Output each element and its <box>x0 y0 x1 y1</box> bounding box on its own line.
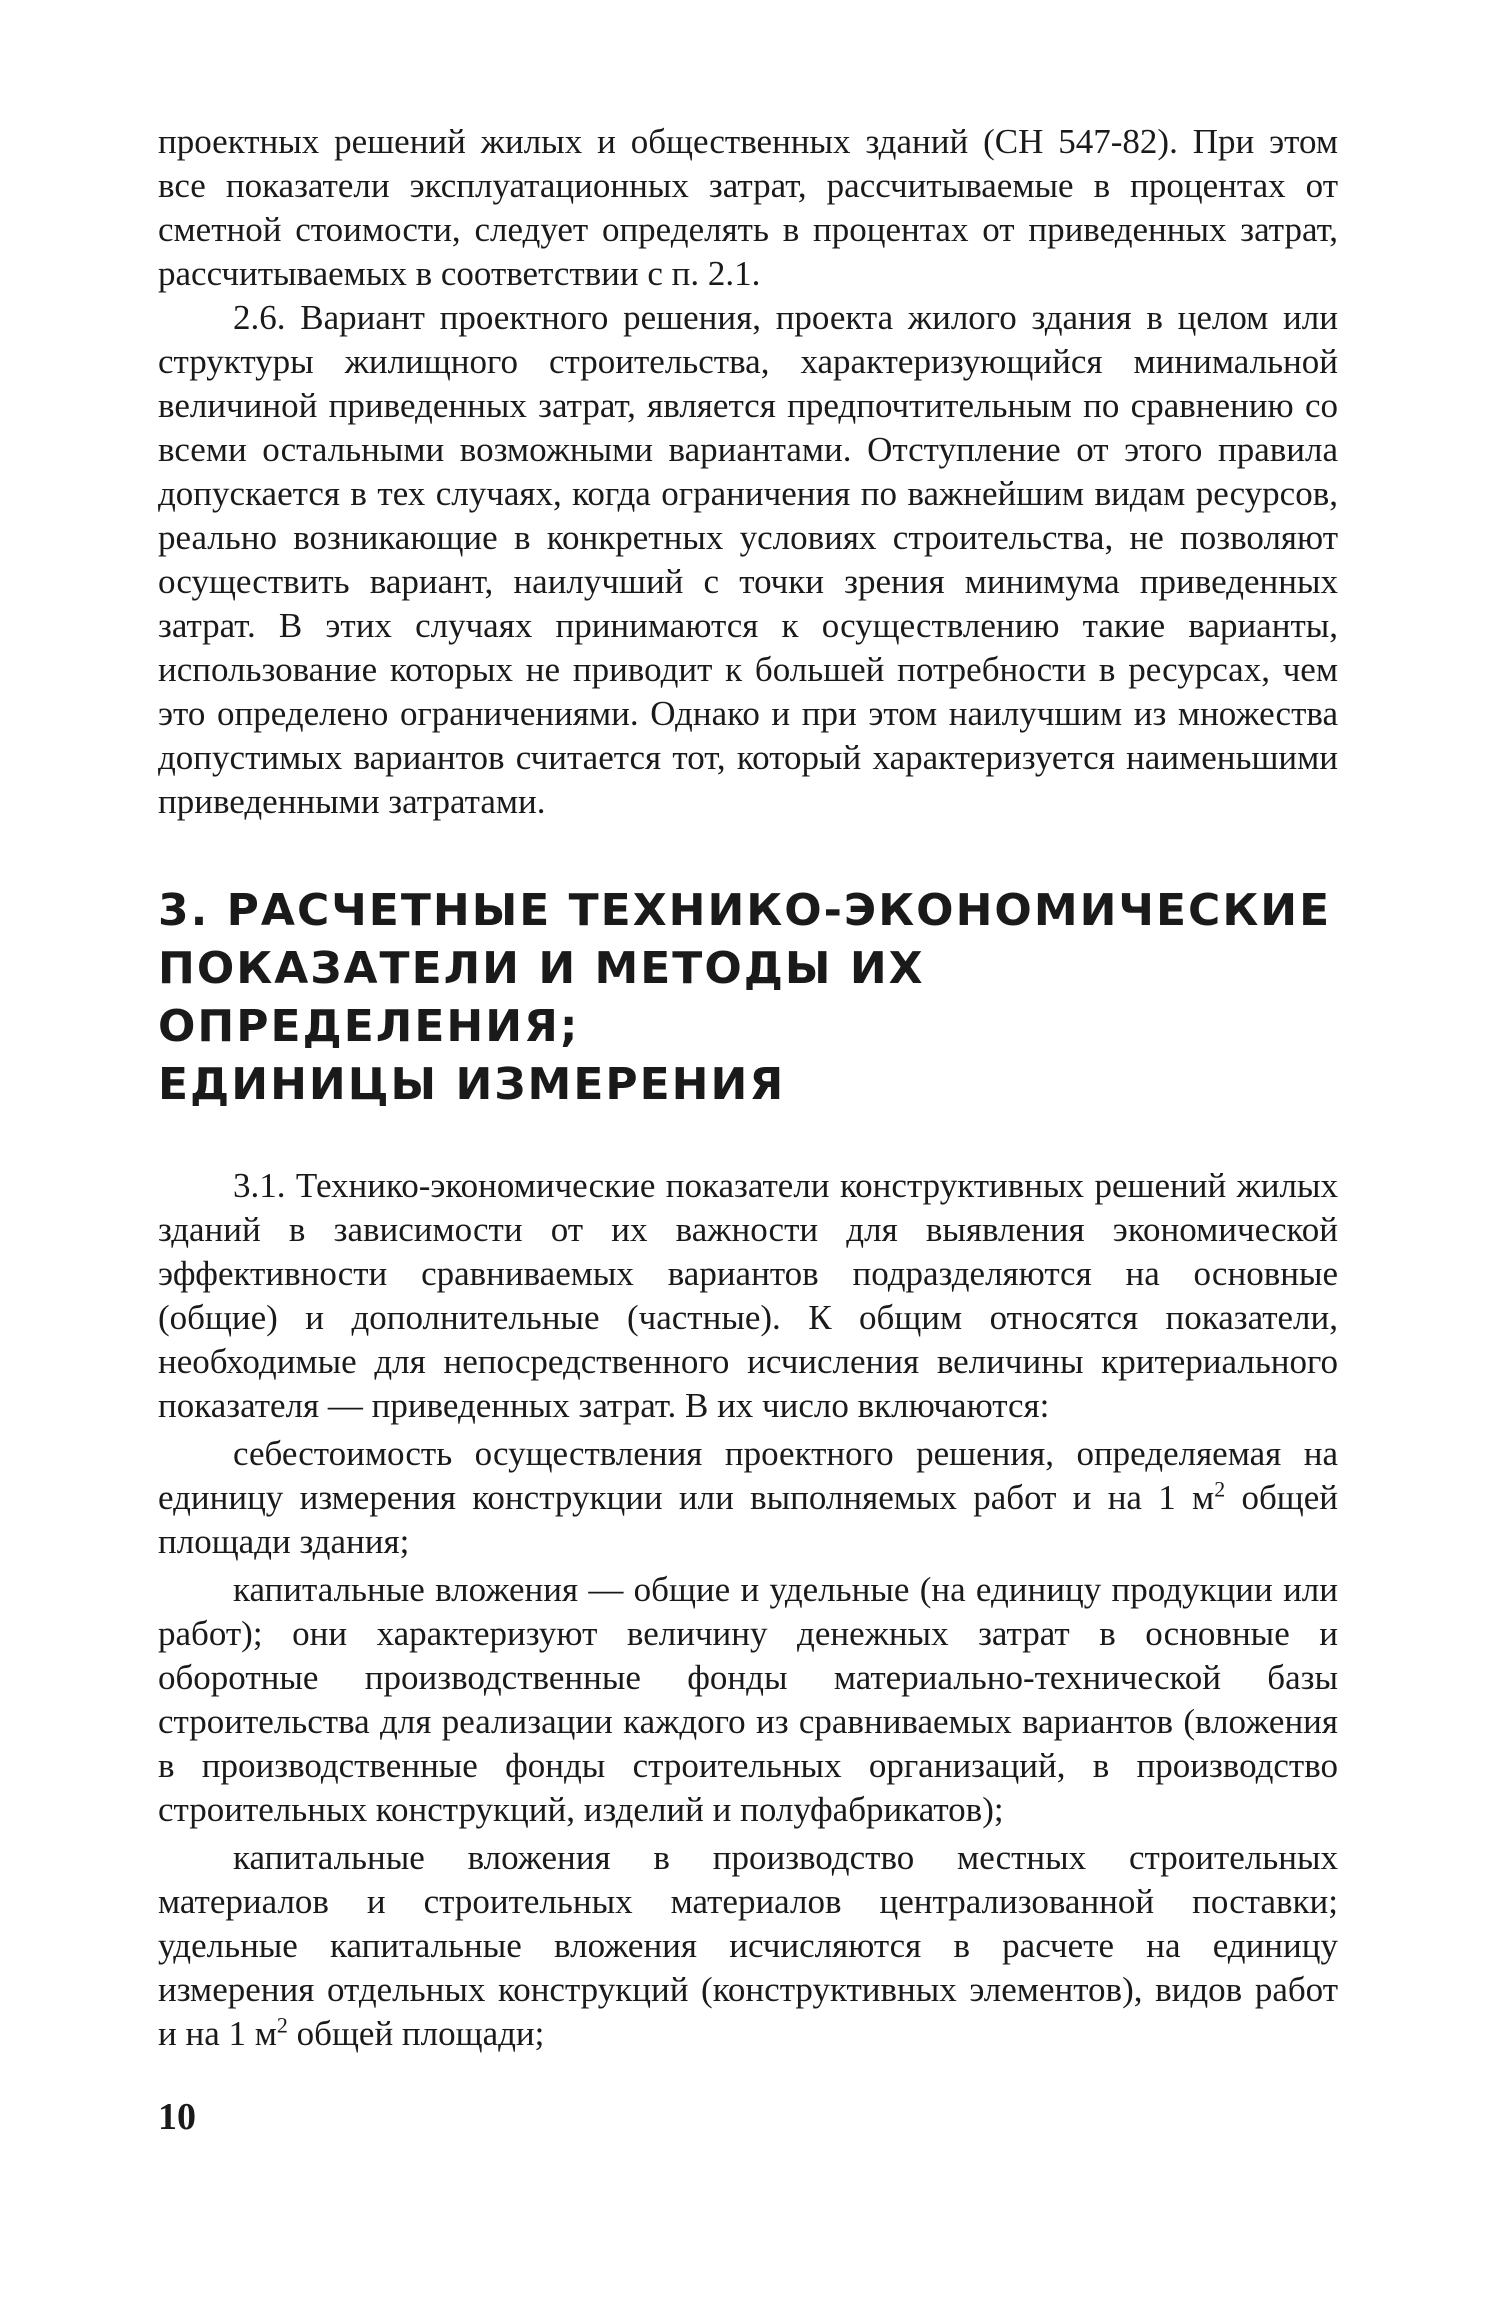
list-item-local-text: капитальные вложения в производство местных строительных материалов и строительных материалов централизованной поставки; удельные капитальные вложения исчисляются в расчете на единицу измерения отдельных конструкций (конструктивных элементов), видов работ и на 1 м <box>158 1838 1338 2053</box>
list-item-local-tail: общей площади; <box>287 2014 545 2053</box>
section-heading-line-3: ЕДИНИЦЫ ИЗМЕРЕНИЯ <box>158 1059 786 1110</box>
section-heading <box>158 882 1338 1114</box>
section-heading-line-2: ПОКАЗАТЕЛИ И МЕТОДЫ ИХ ОПРЕДЕЛЕНИЯ; <box>158 943 925 1052</box>
list-item-cost-text: себестоимость осуществления проектного решения, определяемая на единицу измерения конструкции или выполняемых работ и на 1 м <box>158 1434 1338 1517</box>
list-item-local <box>158 1836 1338 2056</box>
page-number: 10 <box>158 2096 196 2138</box>
list-item-cost <box>158 1432 1338 1564</box>
superscript: 2 <box>276 2012 288 2038</box>
list-item-cost-tail: общей площади здания; <box>158 1478 1338 1561</box>
list-item-capital: капитальные вложения — общие и удельные (на единицу продукции или работ); они характеризуют величину денежных затрат в основные и оборотные производственные фонды материально-технической базы строительства для реализации каждого из сравниваемых вариантов (вложения в производственные фонды строительных организаций, в производство строительных конструкций, изделий и полуфабрикатов); <box>158 1570 1338 1829</box>
paragraph-continuation: проектных решений жилых и общественных зданий (СН 547-82). При этом все показатели эксплуатационных затрат, рассчитываемые в процентах от сметной стоимости, следует определять в процентах от приведенных затрат, рассчитываемых в соответствии с п. 2.1. <box>158 122 1338 293</box>
paragraph-3-1: 3.1. Технико-экономические показатели конструктивных решений жилых зданий в зависимости от их важности для выявления экономической эффективности сравниваемых вариантов подразделяются на основные (общие) и дополнительные (частные). К общим относятся показатели, необходимые для непосредственного исчисления величины критериального показателя — приведенных затрат. В их число включаются: <box>158 1166 1338 1425</box>
section-heading-line-1: 3. РАСЧЕТНЫЕ ТЕХНИКО-ЭКОНОМИЧЕСКИЕ <box>158 885 1332 936</box>
document-page <box>158 120 1338 2056</box>
paragraph-2-6: 2.6. Вариант проектного решения, проекта жилого здания в целом или структуры жилищного строительства, характеризующийся минимальной величиной приведенных затрат, является предпочтительным по сравнению со всеми остальными возможными вариантами. Отступление от этого правила допускается в тех случаях, когда ограничения по важнейшим видам ресурсов, реально возникающие в конкретных условиях строительства, не позволяют осуществить вариант, наилучший с точки зрения минимума приведенных затрат. В этих случаях принимаются к осуществлению такие варианты, использование которых не приводит к большей потребности в ресурсах, чем это определено ограничениями. Однако и при этом наилучшим из множества допустимых вариантов считается тот, который характеризуется наименьшими приведенными затратами. <box>158 298 1338 821</box>
superscript: 2 <box>1214 1476 1226 1502</box>
